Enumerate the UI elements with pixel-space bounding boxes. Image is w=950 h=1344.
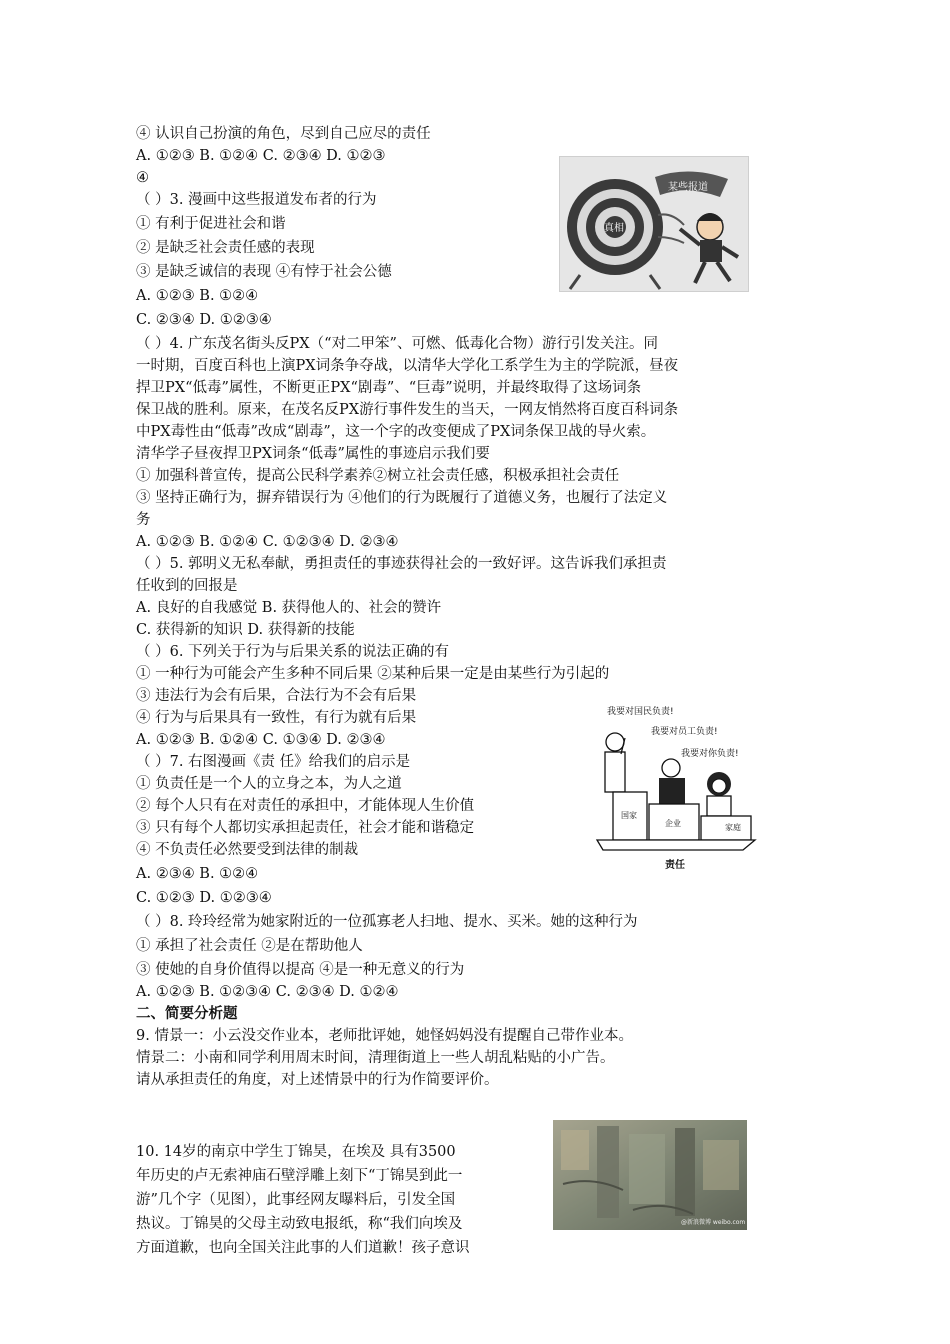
question-text: 方面道歉，也向全国关注此事的人们道歉！孩子意识 [136,1240,470,1256]
answer-choices: A. ①②③ B. ①②③④ C. ②③④ D. ①②④ [136,984,399,1000]
question-6: （ ）6. 下列关于行为与后果关系的说法正确的有 [136,644,450,660]
mother-figure [707,772,731,816]
answer-choices: A. ②③④ B. ①②④ [136,866,259,882]
answer-choices: ④ [136,170,149,186]
option-line: ② 是缺乏社会责任感的表现 [136,240,315,256]
question-3: （ ）3. 漫画中这些报道发布者的行为 [136,192,377,208]
speech-you: 我要对你负责! [681,749,739,759]
cartoon-target-reporter [559,156,749,292]
question-text: 捍卫PX“低毒”属性，不断更正PX“剧毒”、“巨毒”说明，并最终取得了这场词条 [136,380,642,396]
boss-figure [659,759,685,806]
official-figure [605,733,625,792]
desk-family: 家庭 [725,823,741,832]
question-text: 任收到的回报是 [136,578,238,594]
option-line: ① 有利于促进社会和谐 [136,216,286,232]
answer-choices: A. ①②③ B. ①②④ C. ①②③④ D. ②③④ [136,534,399,550]
question-text: 热议。丁锦昊的父母主动致电报纸，称“我们向埃及 [136,1216,463,1232]
question-text: 游”几个字（见图），此事经网友曝料后，引发全国 [136,1192,456,1208]
cartoon-responsibility [593,698,759,874]
question-text: 中PX毒性由“低毒”改成“剧毒”，这一个字的改变便成了PX词条保卫战的导火索。 [136,424,656,440]
question-text: 请从承担责任的角度，对上述情景中的行为作简要评价。 [136,1072,499,1088]
answer-choices: A. ①②③ B. ①②④ C. ①③④ D. ②③④ [136,732,386,748]
option-line: ④ 认识自己扮演的角色，尽到自己应尽的责任 [136,126,431,142]
option-line: ③ 使她的自身价值得以提高 ④是一种无意义的行为 [136,962,465,978]
question-text: 保卫战的胜利。原来，在茂名反PX游行事件发生的当天，一网友悄然将百度百科词条 [136,402,679,418]
question-text: 一时期，百度百科也上演PX词条争夺战，以清华大学化工系学生为主的学院派，昼夜 [136,358,679,374]
option-line: ② 每个人只有在对责任的承担中，才能体现人生价值 [136,798,475,814]
option-line: ③ 是缺乏诚信的表现 ④有悖于社会公德 [136,264,392,280]
question-8: （ ）8. 玲玲经常为她家附近的一位孤寡老人扫地、提水、买米。她的这种行为 [136,914,638,930]
question-text: 年历史的卢无索神庙石壁浮雕上刻下“丁锦昊到此一 [136,1168,463,1184]
target-label: 真相 [604,223,624,234]
option-line: ④ 不负责任必然要受到法律的制裁 [136,842,359,858]
speech-nation: 我要对国民负责! [607,707,674,717]
cartoon-caption: 责任 [665,860,685,871]
desk-enterprise: 企业 [665,819,681,828]
section-heading: 二、简要分析题 [136,1006,238,1022]
option-line: ③ 违法行为会有后果，合法行为不会有后果 [136,688,417,704]
option-line: ④ 行为与后果具有一致性，有行为就有后果 [136,710,417,726]
answer-choices: A. ①②③ B. ①②④ C. ②③④ D. ①②③ [136,148,386,164]
question-10: 10. 14岁的南京中学生丁锦昊，在埃及 具有3500 [136,1144,456,1160]
question-5: （ ）5. 郭明义无私奉献，勇担责任的事迹获得社会的一致好评。这告诉我们承担责 [136,556,667,572]
option-line: 务 [136,512,151,528]
question-4: （ ）4. 广东茂名街头反PX（“对二甲笨”、可燃、低毒化合物）游行引发关注。同 [136,336,658,352]
option-line: ① 加强科普宣传，提高公民科学素养②树立社会责任感，积极承担社会责任 [136,468,620,484]
question-7: （ ）7. 右图漫画《责 任》给我们的启示是 [136,754,411,770]
question-text: 清华学子昼夜捍卫PX词条“低毒”属性的事迹启示我们要 [136,446,490,462]
option-line: ① 承担了社会责任 ②是在帮助他人 [136,938,363,954]
relief-photo [553,1120,747,1230]
question-text: 情景二：小南和同学利用周末时间，清理街道上一些人胡乱粘贴的小广告。 [136,1050,615,1066]
answer-choices: A. ①②③ B. ①②④ [136,288,259,304]
option-line: ③ 只有每个人都切实承担起责任，社会才能和谐稳定 [136,820,475,836]
option-line: ① 负责任是一个人的立身之本，为人之道 [136,776,402,792]
answer-choices: A. 良好的自我感觉 B. 获得他人的、社会的赞许 [136,600,442,616]
photo-watermark: @新浪微博 weibo.com [681,1219,746,1226]
option-line: ① 一种行为可能会产生多种不同后果 ②某种后果一定是由某些行为引起的 [136,666,610,682]
banner-label: 某些报道 [668,182,708,193]
answer-choices: C. ①②③ D. ①②③④ [136,890,272,906]
desk-nation: 国家 [621,811,637,820]
question-9: 9. 情景一：小云没交作业本，老师批评她，她怪妈妈没有提醒自己带作业本。 [136,1028,633,1044]
answer-choices: C. ②③④ D. ①②③④ [136,312,272,328]
option-line: ③ 坚持正确行为，摒弃错误行为 ④他们的行为既履行了道德义务，也履行了法定义 [136,490,668,506]
speech-staff: 我要对员工负责! [651,727,718,737]
answer-choices: C. 获得新的知识 D. 获得新的技能 [136,622,355,638]
